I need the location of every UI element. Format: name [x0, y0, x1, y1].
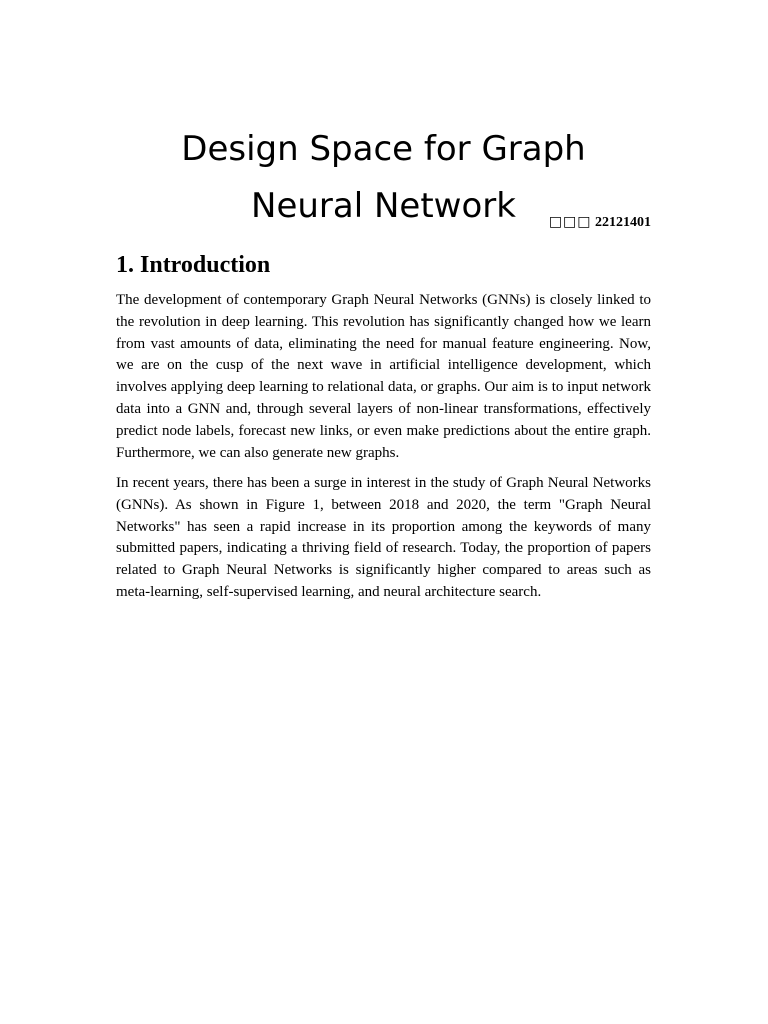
- section-heading: [116, 249, 651, 281]
- body-paragraph-2: In recent years, there has been a surge in interest in the study of Graph Neural Networks (GNNs). As shown in Figure 1, between 2018 and 2020, the term "Graph Neural Networks" has seen a rapid increase in its proportion among the keywords of many submitted papers, indicating a thriving field of research. Today, the proportion of papers related to Graph Neural Networks is significantly higher compared to areas such as meta-learning, self-supervised learning, and neural architecture search.: [116, 475, 651, 600]
- author-id: 22121401: [595, 215, 651, 230]
- title-line-1: Design Space for Graph: [181, 128, 586, 169]
- body-paragraph-1: The development of contemporary Graph Neural Networks (GNNs) is closely linked to the revolution in deep learning. This revolution has significantly changed how we learn from vast amounts of data, eliminating the need for manual feature engineering. Now, we are on the cusp of the next wave in artificial intelligence development, which involves applying deep learning to relational data, or graphs. Our aim is to input network data into a GNN and, through several layers of non-linear transformations, effectively predict node labels, forecast new links, or even make predictions about the entire graph. Furthermore, we can also generate new graphs.: [116, 292, 651, 461]
- author-line: [116, 212, 651, 233]
- section-title: Introduction: [140, 252, 271, 278]
- author-name: □□□: [548, 214, 592, 230]
- section-number: 1.: [116, 252, 134, 278]
- title-line-2: Neural Network: [251, 185, 516, 226]
